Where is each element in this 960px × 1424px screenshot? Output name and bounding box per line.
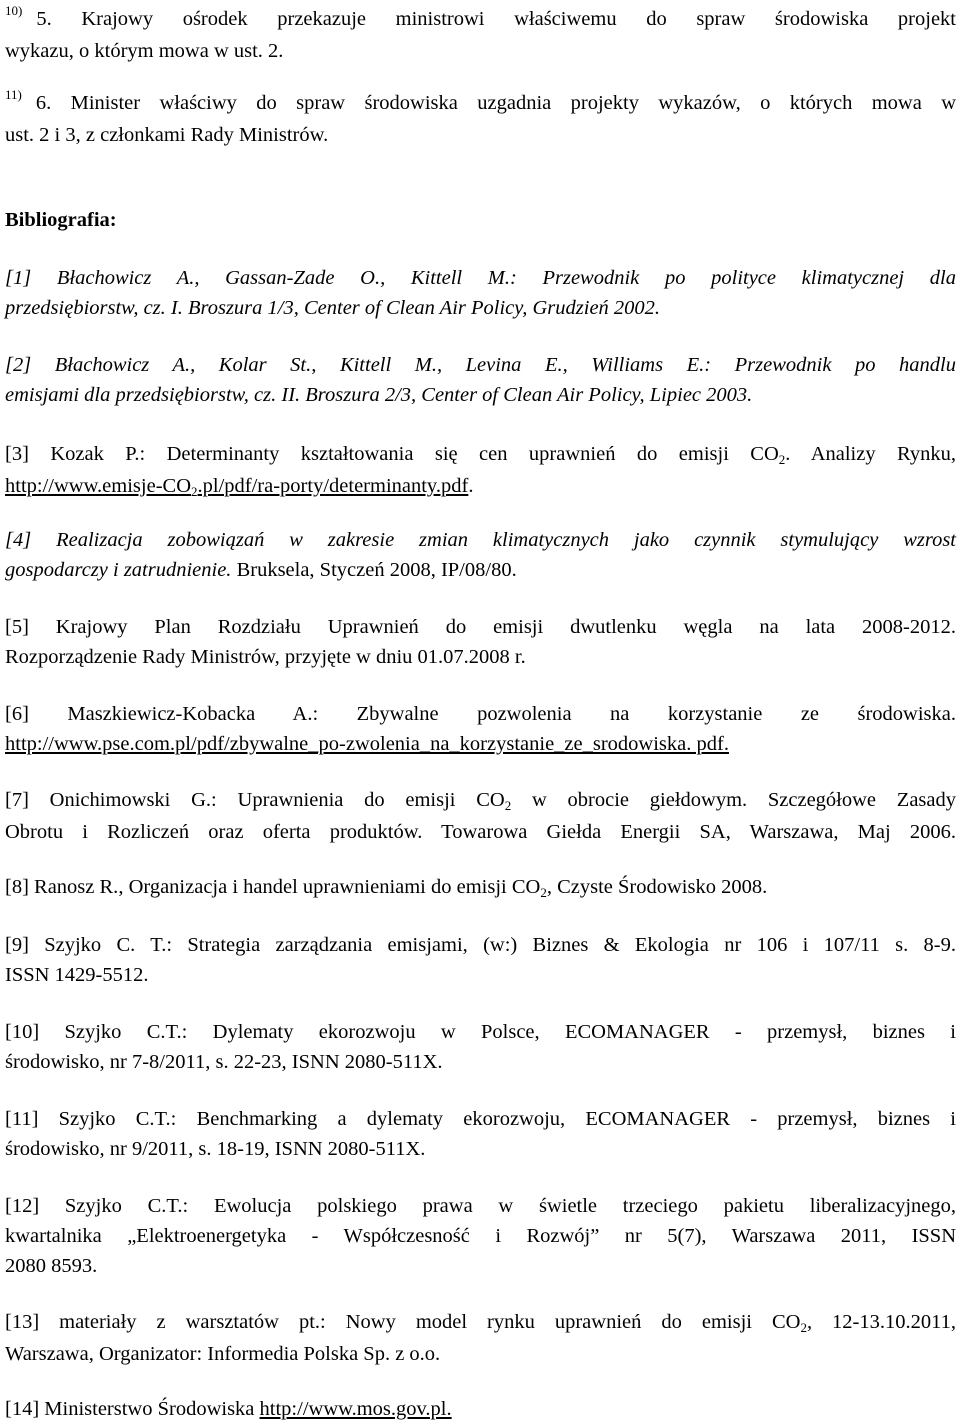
reference-line xyxy=(5,471,956,503)
reference-text: . Analizy Rynku, xyxy=(785,443,956,465)
reference-line: środowisko, nr 7-8/2011, s. 22-23, ISNN 2080-511X. xyxy=(5,1051,443,1073)
reference-line: [1] Błachowicz A., Gassan-Zade O., Kittell M.: Przewodnik po polityce klimatycznej dla xyxy=(5,267,956,289)
reference-6 xyxy=(5,699,956,759)
reference-12 xyxy=(5,1191,956,1281)
reference-7 xyxy=(5,785,956,847)
bibliography-heading: Bibliografia: xyxy=(5,209,117,231)
subscript: 2 xyxy=(504,798,512,813)
reference-line: [5] Krajowy Plan Rozdziału Uprawnień do emisji dwutlenku węgla na lata 2008-2012. xyxy=(5,616,956,638)
reference-14 xyxy=(5,1394,956,1424)
reference-link[interactable]: http://www.pse.com.pl/pdf/zbywalne_po-zwolenia_na_korzystanie_ze_srodowiska. pdf. xyxy=(5,733,729,755)
reference-line xyxy=(5,1394,956,1424)
reference-text: [14] Ministerstwo Środowiska xyxy=(5,1398,260,1420)
reference-line xyxy=(5,785,956,817)
reference-13 xyxy=(5,1307,956,1369)
footnote-10 xyxy=(5,4,956,66)
reference-11 xyxy=(5,1104,956,1164)
reference-1 xyxy=(5,263,956,323)
reference-text: , Organizacja i handel uprawnieniami do emisji CO xyxy=(118,876,541,898)
footnote-marker: 10) xyxy=(5,3,23,18)
reference-line: Warszawa, Organizator: Informedia Polska Sp. z o.o. xyxy=(5,1343,441,1365)
reference-text: [7] Onichimowski G.: Uprawnienia do emisji CO xyxy=(5,789,505,811)
reference-line: Obrotu i Rozliczeń oraz oferta produktów. Towarowa Giełda Energii SA, Warszawa, Maj 2006. xyxy=(5,821,956,843)
reference-text: [3] Kozak P.: Determinanty kształtowania się cen uprawnień do emisji CO xyxy=(5,443,779,465)
reference-text: . xyxy=(468,475,474,497)
subscript: 2 xyxy=(778,452,786,467)
reference-link[interactable] xyxy=(5,475,468,497)
reference-text: gospodarczy i zatrudnienie. xyxy=(5,559,232,581)
reference-text: w obrocie giełdowym. Szczegółowe Zasady xyxy=(511,789,956,811)
footnote-text: wykazu, o którym mowa w ust. 2. xyxy=(5,40,284,62)
subscript: 2 xyxy=(800,1320,807,1335)
footnote-text: ust. 2 i 3, z członkami Rady Ministrów. xyxy=(5,124,329,146)
reference-line: [4] Realizacja zobowiązań w zakresie zmian klimatycznych jako czynnik stymulujący wzrost xyxy=(5,529,956,551)
reference-10 xyxy=(5,1017,956,1077)
footnote-marker: 11) xyxy=(5,87,22,102)
reference-line: [2] Błachowicz A., Kolar St., Kittell M., Levina E., Williams E.: Przewodnik po handlu xyxy=(5,354,956,376)
reference-text: Bruksela, Styczeń 2008, IP/08/80. xyxy=(231,559,517,581)
reference-line: [9] Szyjko C. T.: Strategia zarządzania emisjami, (w:) Biznes & Ekologia nr 106 i 107/11 s. 8-9. xyxy=(5,934,956,956)
reference-text: , Czyste Środowisko 2008. xyxy=(546,876,768,898)
reference-line: [6] Maszkiewicz-Kobacka A.: Zbywalne pozwolenia na korzystanie ze środowiska. xyxy=(5,703,956,725)
reference-line: [12] Szyjko C.T.: Ewolucja polskiego prawa w świetle trzeciego pakietu liberalizacyjnego, xyxy=(5,1195,956,1217)
footnote-11 xyxy=(5,88,956,150)
reference-4 xyxy=(5,525,956,585)
reference-text: [8] Ranosz R. xyxy=(5,876,119,898)
reference-text: [13] materiały z warsztatów pt.: Nowy model rynku uprawnień do emisji CO xyxy=(5,1311,801,1333)
reference-text: , 12-13.10.2011, xyxy=(806,1311,956,1333)
reference-line: przedsiębiorstw, cz. I. Broszura 1/3, Center of Clean Air Policy, Grudzień 2002. xyxy=(5,297,661,319)
reference-line: emisjami dla przedsiębiorstw, cz. II. Broszura 2/3, Center of Clean Air Policy, Lipiec 2003. xyxy=(5,384,753,406)
reference-8 xyxy=(5,872,956,904)
reference-line xyxy=(5,439,956,471)
footnote-text: 5. Krajowy ośrodek przekazuje ministrowi właściwemu do spraw środowiska projekt xyxy=(36,8,956,30)
subscript: 2 xyxy=(191,484,198,499)
reference-5 xyxy=(5,612,956,672)
reference-line: 2080 8593. xyxy=(5,1255,98,1277)
footnote-text: 6. Minister właściwy do spraw środowiska uzgadnia projekty wykazów, o których mowa w xyxy=(35,92,956,114)
reference-line: środowisko, nr 9/2011, s. 18-19, ISNN 2080-511X. xyxy=(5,1138,426,1160)
reference-line xyxy=(5,1307,956,1339)
reference-line: ISSN 1429-5512. xyxy=(5,964,149,986)
reference-line xyxy=(5,872,956,904)
subscript: 2 xyxy=(540,885,547,900)
reference-3 xyxy=(5,439,956,503)
reference-line xyxy=(5,555,956,585)
reference-line: [10] Szyjko C.T.: Dylematy ekorozwoju w Polsce, ECOMANAGER - przemysł, biznes i xyxy=(5,1021,956,1043)
reference-9 xyxy=(5,930,956,990)
link-text: http://www.emisje-CO xyxy=(5,475,192,497)
reference-line: Rozporządzenie Rady Ministrów, przyjęte w dniu 01.07.2008 r. xyxy=(5,646,526,668)
reference-2 xyxy=(5,350,956,410)
reference-line: [11] Szyjko C.T.: Benchmarking a dylematy ekorozwoju, ECOMANAGER - przemysł, biznes i xyxy=(5,1108,956,1130)
reference-link[interactable]: http://www.mos.gov.pl. xyxy=(259,1398,452,1420)
link-text: .pl/pdf/ra-porty/determinanty.pdf xyxy=(197,475,469,497)
reference-line: kwartalnika „Elektroenergetyka - Współczesność i Rozwój” nr 5(7), Warszawa 2011, ISSN xyxy=(5,1225,956,1247)
